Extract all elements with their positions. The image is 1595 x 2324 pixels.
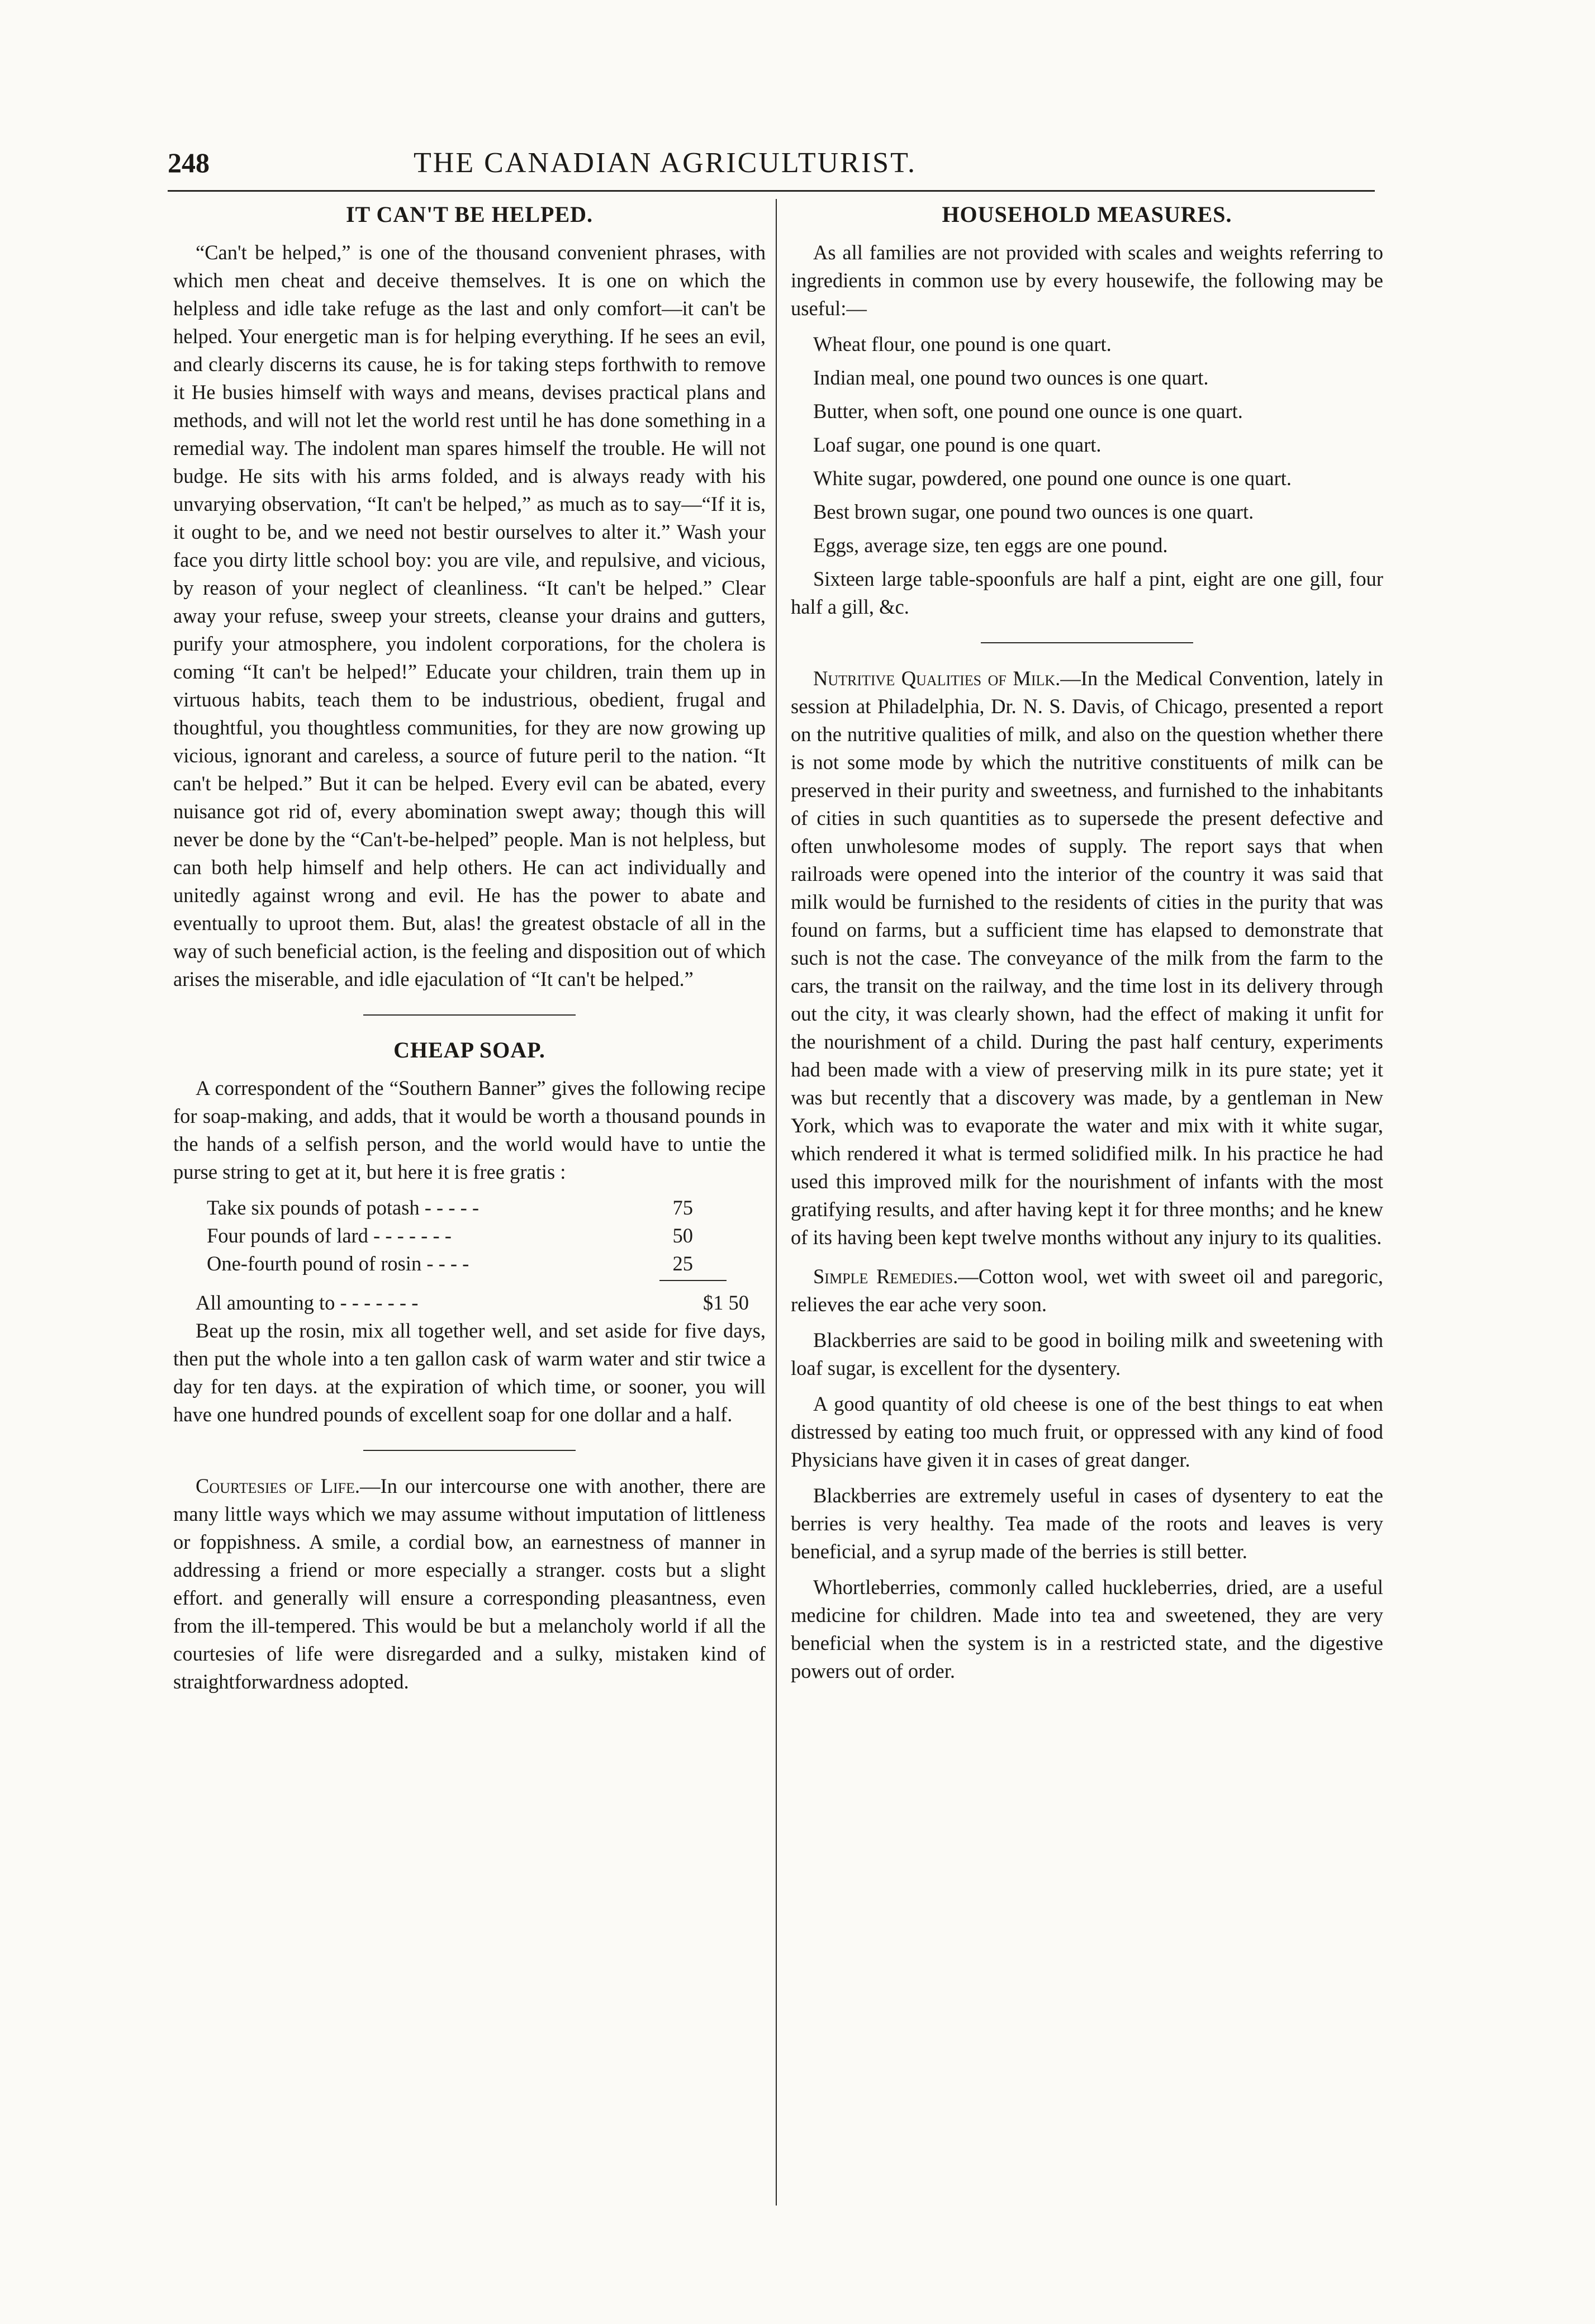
recipe-item bbox=[207, 1222, 693, 1250]
recipe-total-value: $1 50 bbox=[702, 1291, 749, 1314]
recipe-item-value: 50 bbox=[672, 1224, 693, 1247]
recipe-item-value: 75 bbox=[672, 1196, 693, 1219]
article-body: Beat up the rosin, mix all together well, and set aside for five days, then put the whole into a ten gallon cask of warm water and stir twice a day for ten days. at the expiration of which time, or sooner, you will have one hundred pounds of excellent soap for one dollar and a half. bbox=[173, 1319, 766, 1426]
article-title: HOUSEHOLD MEASURES. bbox=[942, 202, 1232, 227]
measure-item: Best brown sugar, one pound two ounces is one quart. bbox=[813, 500, 1254, 523]
measure-item: Butter, when soft, one pound one ounce is one quart. bbox=[813, 400, 1243, 423]
measure-item: Sixteen large table-spoonfuls are half a pint, eight are one gill, four half a gill, &c. bbox=[791, 567, 1383, 618]
running-title: THE CANADIAN AGRICULTURIST. bbox=[414, 147, 917, 179]
section-separator bbox=[981, 642, 1193, 643]
article-intro: A correspondent of the “Southern Banner” gives the following recipe for soap-making, and adds, that it would be worth a thousand pounds in the hands of a selfish person, and the world would have to untie the purse string to get at it, but here it is free gratis : bbox=[173, 1076, 766, 1183]
section-separator bbox=[363, 1450, 576, 1451]
right-column bbox=[791, 201, 1383, 1693]
remedy-paragraph: Blackberries are said to be good in boiling milk and sweetening with loaf sugar, is excellent for the dysentery. bbox=[791, 1329, 1383, 1379]
measure-item: Loaf sugar, one pound is one quart. bbox=[813, 433, 1102, 456]
recipe-item bbox=[207, 1250, 693, 1278]
page-header bbox=[168, 146, 1375, 186]
article-text: —In our intercourse one with another, there are many little ways which we may assume without imputation of littleness or foppishness. A smile, a cordial bow, an earnestness of manner in addressing a friend or more especially a stranger. costs but a slight effort. and generally will ensure a corresponding pleasantness, even from the ill-tempered. This would be but a melancholy world if all the courtesies of life were disregarded and a sulky, mistaken kind of straightforwardness adopted. bbox=[173, 1474, 766, 1693]
remedy-paragraph: Blackberries are extremely useful in cases of dysentery to eat the berries is very healthy. Tea made of the roots and leaves is very beneficial, and a syrup made of the berries is still better. bbox=[791, 1484, 1383, 1563]
article-simple-remedies bbox=[791, 1263, 1383, 1685]
article-lead: Nutritive Qualities of Milk. bbox=[813, 667, 1061, 690]
header-rule bbox=[168, 190, 1375, 192]
measure-item: Eggs, average size, ten eggs are one pound. bbox=[813, 534, 1168, 557]
article-cheap-soap bbox=[173, 1037, 766, 1429]
article-text: —In the Medical Convention, lately in session at Philadelphia, Dr. N. S. Davis, of Chicago, presented a report on the nutritive qualities of milk, and also on the question whether there is not some mode by which the nutritive constituents of milk can be preserved in their purity and sweetness, and furnished to the inhabitants of cities in such quantities as to supersede the present defective and often unwholesome modes of supply. The report says that when railroads were opened into the interior of the country it was said that milk would be furnished to the residents of cities in the purity that was found on farms, but a sufficient time has elapsed to demonstrate that such is not the case. The conveyance of the milk from the farm to the cars, the transit on the railway, and the time lost in its delivery through out the city, it was clearly shown, had the effect of making it unfit for the nourishment of a child. During the past half century, experiments had been made with a view of preserving milk in its pure state; yet it was but recently that a discovery was made, by a gentleman in New York, which was to evaporate the water and mix with it white sugar, which rendered it what is termed solidified milk. In his practice he had used this improved milk for the nourishment of infants with the most gratifying results, and after having kept it for three months; and he knew of its having been kept twelve months without any injury to its qualities. bbox=[791, 667, 1383, 1249]
section-separator bbox=[363, 1014, 576, 1016]
remedy-paragraph: A good quantity of old cheese is one of the best things to eat when distressed by eating too much fruit, or oppressed with any kind of food Physicians have given it in cases of great danger. bbox=[791, 1392, 1383, 1471]
article-intro: As all families are not provided with scales and weights referring to ingredients in common use by every housewife, the following may be useful:— bbox=[791, 241, 1383, 320]
measure-item: Wheat flour, one pound is one quart. bbox=[813, 333, 1112, 355]
article-body: “Can't be helped,” is one of the thousand convenient phrases, with which men cheat and deceive themselves. It is one on which the helpless and idle take refuge as the last and only comfort—it can't be helped. Your energetic man is for helping everything. If he sees an evil, and clearly discerns its cause, he is for taking steps forthwith to remove it He busies himself with ways and means, devises practical plans and methods, and will not let the world rest until he has done something in a remedial way. The indolent man spares himself the trouble. He will not budge. He sits with his arms folded, and is always ready with his unvarying observation, “It can't be helped,” as much as to say—“If it is, it ought to be, and we need not bestir ourselves to alter it.” Wash your face you dirty little school boy: you are vile, and repulsive, and vicious, by reason of your neglect of cleanliness. “It can't be helped.” Clear away your refuse, sweep your streets, cleanse your drains and gutters, purify your atmosphere, you indolent corporations, for the cholera is coming “It can't be helped!” Educate your children, train them up in virtuous habits, teach them to be industrious, obedient, frugal and thoughtful, you thoughtless communities, for they are now growing up vicious, ignorant and careless, a source of future peril to the nation. “It can't be helped.” But it can be helped. Every evil can be abated, every nuisance got rid of, every abomination swept away; though this will never be done by the “Can't-be-helped” people. Man is not helpless, but can both help himself and help others. He can act individually and unitedly against wrong and evil. He has the power to abate and eventually to uproot them. But, alas! the greatest obstacle of all in the way of such beneficial action, is the feeling and disposition out of which arises the miserable, and idle ejaculation of “It can't be helped.” bbox=[173, 241, 766, 990]
article-cant-be-helped bbox=[173, 201, 766, 993]
recipe-total-label: All amounting to - - - - - - - bbox=[196, 1291, 419, 1314]
recipe-item bbox=[207, 1194, 693, 1222]
measure-item: Indian meal, one pound two ounces is one quart. bbox=[813, 366, 1209, 389]
recipe-list bbox=[173, 1194, 766, 1278]
article-title: IT CAN'T BE HELPED. bbox=[345, 202, 594, 227]
left-column bbox=[173, 201, 766, 1704]
article-body bbox=[791, 1263, 1383, 1318]
remedy-paragraph: Whortleberries, commonly called huckleberries, dried, are a useful medicine for children. Made into tea and sweetened, they are very beneficial when the system is in a restricted state, and the digestive powers out of order. bbox=[791, 1576, 1383, 1682]
recipe-total bbox=[173, 1289, 749, 1317]
article-nutritive-qualities-of-milk bbox=[791, 665, 1383, 1251]
measure-item: White sugar, powdered, one pound one ounce is one quart. bbox=[813, 467, 1292, 490]
article-household-measures bbox=[791, 201, 1383, 621]
article-body bbox=[173, 1472, 766, 1696]
recipe-item-label: One-fourth pound of rosin - - - - bbox=[207, 1252, 469, 1275]
column-divider bbox=[776, 199, 777, 2206]
recipe-item-value: 25 bbox=[672, 1252, 693, 1275]
recipe-item-label: Four pounds of lard - - - - - - - bbox=[207, 1224, 452, 1247]
article-text: —Cotton wool, wet with sweet oil and paregoric, relieves the ear ache very soon. bbox=[791, 1265, 1384, 1316]
article-courtesies-of-life bbox=[173, 1472, 766, 1696]
recipe-item-label: Take six pounds of potash - - - - - bbox=[207, 1196, 480, 1219]
article-lead: Simple Remedies. bbox=[813, 1265, 958, 1288]
page-number: 248 bbox=[168, 147, 210, 178]
article-body bbox=[791, 665, 1383, 1251]
article-lead: Courtesies of Life. bbox=[196, 1474, 360, 1497]
total-rule bbox=[659, 1280, 727, 1281]
article-title: CHEAP SOAP. bbox=[393, 1037, 545, 1063]
